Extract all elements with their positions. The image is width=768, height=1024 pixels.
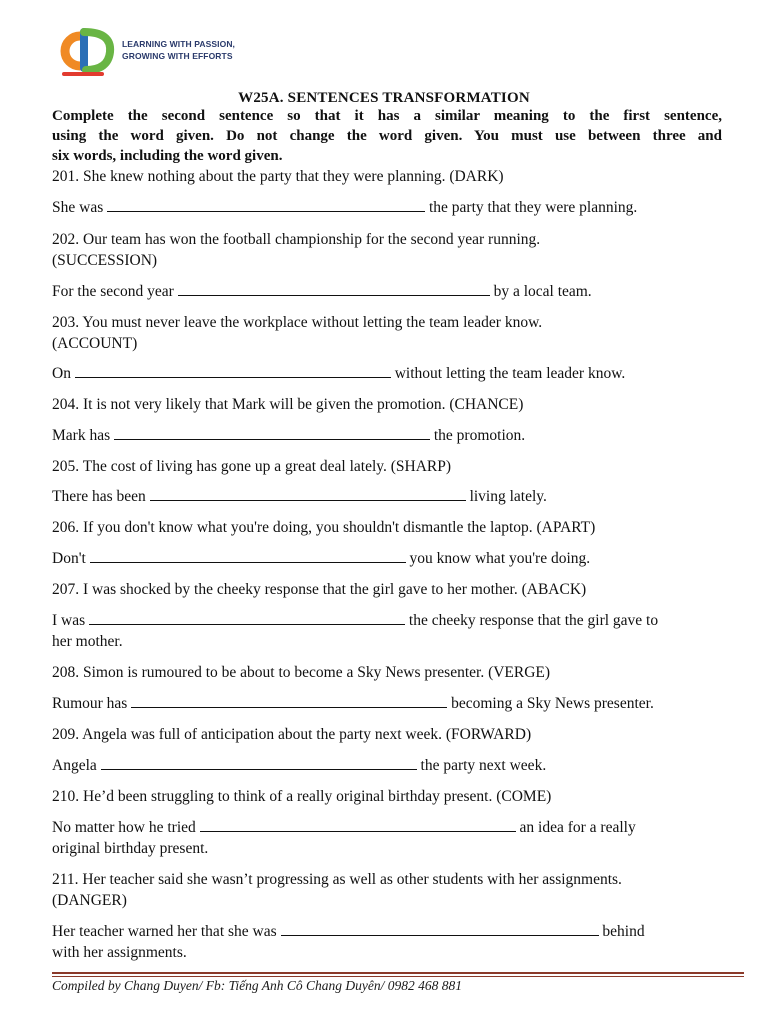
answer-blank[interactable] bbox=[90, 550, 406, 563]
answer-start: On bbox=[52, 365, 71, 382]
footer-credit: Compiled by Chang Duyen/ Fb: Tiếng Anh Cô Chang Duyên/ 0982 468 881 bbox=[52, 978, 462, 993]
question-207 bbox=[52, 580, 724, 601]
answer-blank[interactable] bbox=[178, 283, 490, 296]
answer-end: the party next week. bbox=[420, 757, 547, 774]
question-text: 202. Our team has won the football championship for the second year running. bbox=[52, 231, 541, 248]
answer-blank[interactable] bbox=[75, 365, 391, 378]
question-text: 211. Her teacher said she wasn’t progressing as well as other students with her assignments. bbox=[52, 871, 622, 888]
instructions bbox=[52, 106, 722, 166]
answer-end: the cheeky response that the girl gave to bbox=[408, 612, 659, 629]
question-keyword: (DANGER) bbox=[52, 891, 127, 909]
answer-start: I was bbox=[52, 612, 86, 629]
question-210 bbox=[52, 787, 724, 808]
answer-209 bbox=[52, 756, 724, 777]
answer-continuation: with her assignments. bbox=[52, 943, 187, 961]
answer-blank[interactable] bbox=[114, 427, 430, 440]
answer-211 bbox=[52, 922, 724, 963]
answer-start: Her teacher warned her that she was bbox=[52, 923, 277, 940]
instructions-line-1: Complete the second sentence so that it has a similar meaning to the first sentence, bbox=[52, 108, 722, 124]
question-text: 201. She knew nothing about the party that they were planning. (DARK) bbox=[52, 168, 504, 185]
answer-start: No matter how he tried bbox=[52, 819, 196, 836]
question-204 bbox=[52, 395, 724, 416]
question-keyword: (ACCOUNT) bbox=[52, 334, 138, 352]
answer-206 bbox=[52, 549, 724, 570]
answer-blank[interactable] bbox=[107, 199, 425, 212]
answer-203 bbox=[52, 364, 724, 385]
answer-start: Mark has bbox=[52, 427, 111, 444]
answer-start: Angela bbox=[52, 757, 97, 774]
answer-blank[interactable] bbox=[89, 612, 405, 625]
answer-205 bbox=[52, 487, 724, 508]
answer-continuation: her mother. bbox=[52, 632, 123, 650]
answer-201 bbox=[52, 198, 724, 219]
question-text: 208. Simon is rumoured to be about to become a Sky News presenter. (VERGE) bbox=[52, 664, 551, 681]
question-205 bbox=[52, 457, 724, 478]
answer-blank[interactable] bbox=[150, 488, 466, 501]
footer-divider-thin bbox=[52, 976, 744, 977]
question-206 bbox=[52, 518, 724, 539]
tagline-line-2: GROWING WITH EFFORTS bbox=[122, 51, 233, 61]
answer-end: the party that they were planning. bbox=[428, 199, 638, 216]
brand-tagline bbox=[122, 38, 235, 62]
question-text: 206. If you don't know what you're doing, you shouldn't dismantle the laptop. (APART) bbox=[52, 519, 596, 536]
answer-end: becoming a Sky News presenter. bbox=[451, 695, 654, 712]
question-211 bbox=[52, 870, 724, 911]
answer-continuation: original birthday present. bbox=[52, 839, 209, 857]
answer-end: the promotion. bbox=[433, 427, 526, 444]
question-text: 210. He’d been struggling to think of a really original birthday present. (COME) bbox=[52, 788, 552, 805]
answer-208 bbox=[52, 694, 724, 715]
question-keyword: (SUCCESSION) bbox=[52, 251, 158, 269]
answer-blank[interactable] bbox=[101, 757, 417, 770]
answer-end: you know what you're doing. bbox=[409, 550, 591, 567]
question-208 bbox=[52, 663, 724, 684]
instructions-line-3: six words, including the word given. bbox=[52, 148, 283, 164]
answer-blank[interactable] bbox=[131, 695, 447, 708]
answer-start: For the second year bbox=[52, 283, 174, 300]
answer-start: Rumour has bbox=[52, 695, 128, 712]
footer-divider bbox=[52, 972, 744, 974]
answer-start: She was bbox=[52, 199, 104, 216]
instructions-line-2: using the word given. Do not change the word given. You must use between three and bbox=[52, 128, 722, 144]
brand-logo bbox=[50, 24, 250, 84]
question-201 bbox=[52, 167, 724, 188]
answer-204 bbox=[52, 426, 724, 447]
worksheet-title: W25A. SENTENCES TRANSFORMATION bbox=[238, 90, 530, 106]
answer-end: an idea for a really bbox=[519, 819, 636, 836]
cd-logo-icon bbox=[50, 24, 122, 80]
question-203 bbox=[52, 313, 724, 354]
question-text: 209. Angela was full of anticipation about the party next week. (FORWARD) bbox=[52, 726, 532, 743]
question-209 bbox=[52, 725, 724, 746]
question-202 bbox=[52, 230, 724, 271]
answer-end: living lately. bbox=[469, 488, 547, 505]
tagline-line-1: LEARNING WITH PASSION, bbox=[122, 39, 236, 49]
question-text: 204. It is not very likely that Mark will be given the promotion. (CHANCE) bbox=[52, 396, 524, 413]
answer-210 bbox=[52, 818, 724, 859]
answer-end: by a local team. bbox=[493, 283, 592, 300]
question-text: 205. The cost of living has gone up a great deal lately. (SHARP) bbox=[52, 458, 452, 475]
answer-blank[interactable] bbox=[200, 819, 516, 832]
answer-end: behind bbox=[602, 923, 645, 940]
answer-202 bbox=[52, 282, 724, 303]
question-text: 207. I was shocked by the cheeky response that the girl gave to her mother. (ABACK) bbox=[52, 581, 587, 598]
answer-start: There has been bbox=[52, 488, 146, 505]
answer-207 bbox=[52, 611, 724, 652]
answer-end: without letting the team leader know. bbox=[394, 365, 626, 382]
answer-blank[interactable] bbox=[281, 923, 599, 936]
question-text: 203. You must never leave the workplace without letting the team leader know. bbox=[52, 314, 543, 331]
answer-start: Don't bbox=[52, 550, 86, 567]
